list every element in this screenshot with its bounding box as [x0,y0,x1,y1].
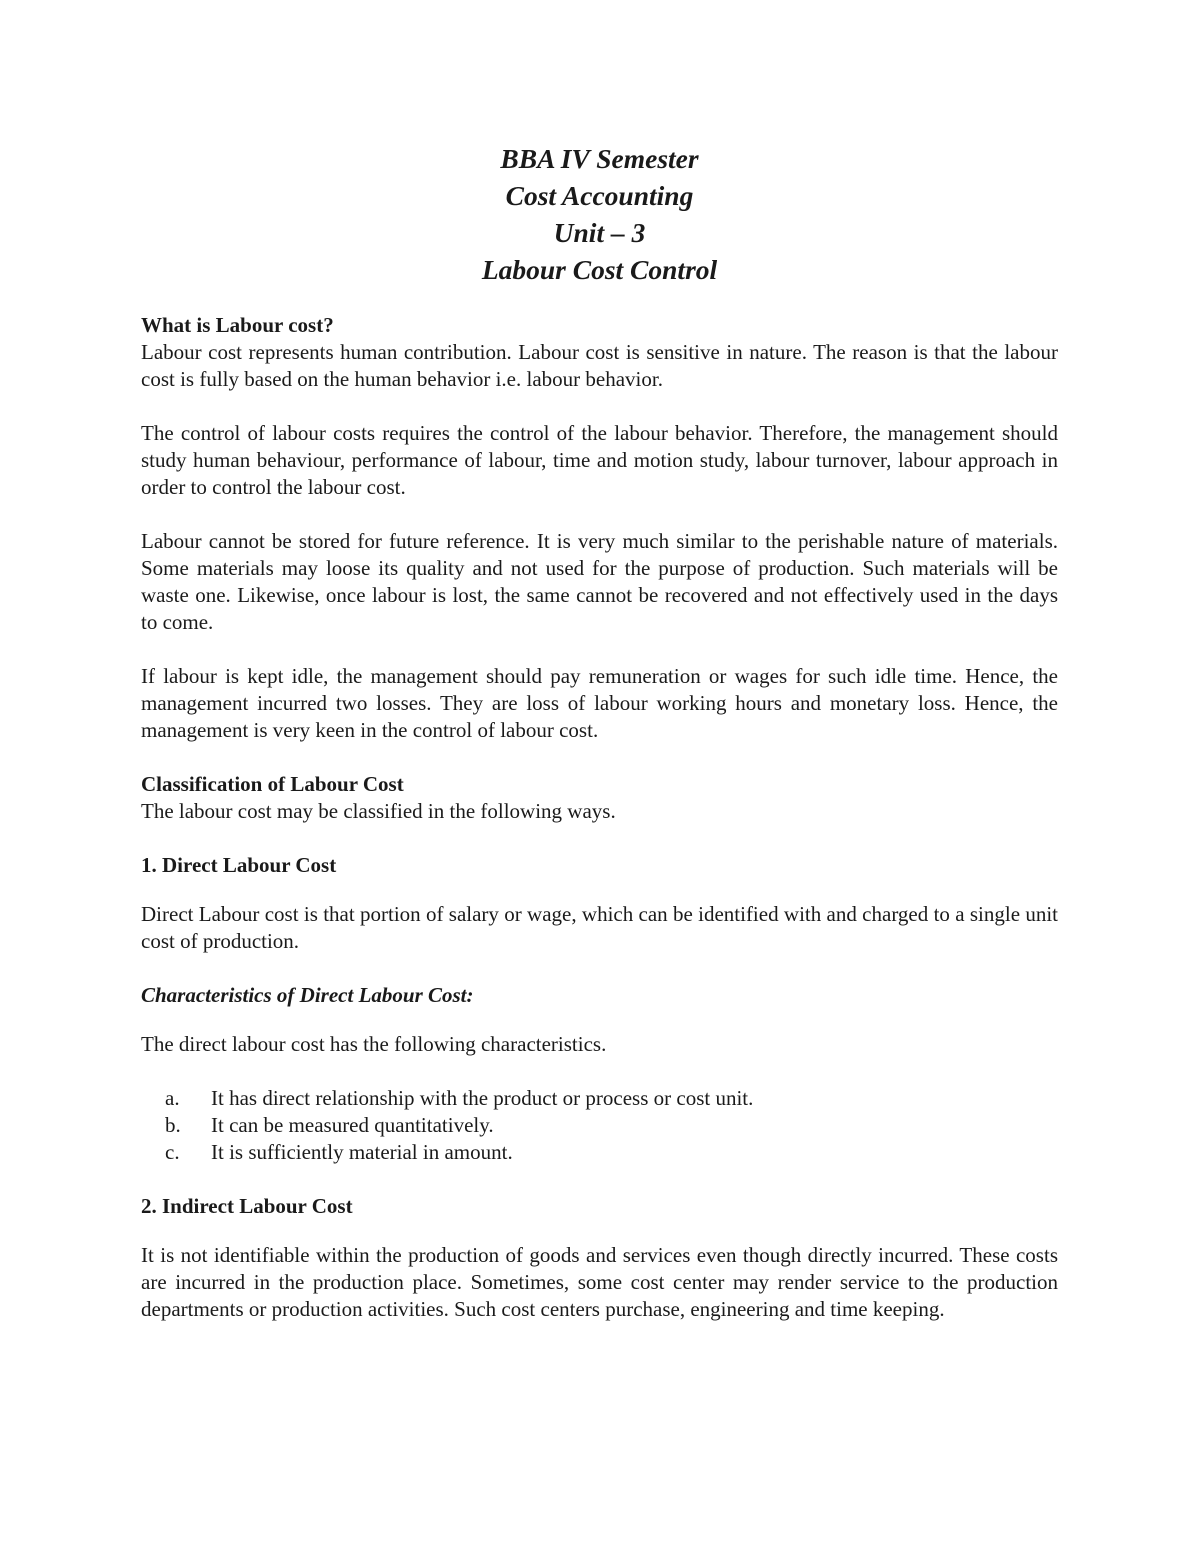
section-heading: 2. Indirect Labour Cost [141,1194,353,1218]
list-marker: c. [165,1140,180,1164]
section-heading: Classification of Labour Cost [141,772,404,796]
sub-heading: Characteristics of Direct Labour Cost: [141,983,474,1007]
paragraph: Direct Labour cost is that portion of salary or wage, which can be identified with and charged to a single unit cost of production. [141,902,1058,953]
list-item-text: It is sufficiently material in amount. [211,1140,513,1164]
title-block [141,140,1058,288]
list-item-text: It has direct relationship with the product or process or cost unit. [211,1086,754,1110]
title-course: BBA IV Semester [500,143,699,174]
document-page [141,140,1058,1323]
paragraph: Labour cost represents human contribution. Labour cost is sensitive in nature. The reason is that the labour cost is fully based on the human behavior i.e. labour behavior. [141,340,1058,391]
list-item [141,1112,1058,1139]
section-indirect-labour-cost [141,1193,1058,1323]
list-marker: b. [165,1113,181,1137]
list-item-text: It can be measured quantitatively. [211,1113,494,1137]
section-direct-labour-cost [141,852,1058,1166]
title-topic: Labour Cost Control [481,254,718,285]
paragraph: If labour is kept idle, the management should pay remuneration or wages for such idle time. Hence, the management incurred two losses. They are loss of labour working hours and monetary loss. Hence, the management is very keen in the control of labour cost. [141,664,1058,742]
section-classification [141,771,1058,825]
paragraph: The direct labour cost has the following characteristics. [141,1032,607,1056]
section-heading: What is Labour cost? [141,313,334,337]
paragraph: It is not identifiable within the production of goods and services even though directly incurred. These costs are incurred in the production place. Sometimes, some cost center may render service to the production departments or production activities. Such cost centers purchase, engineering and time keeping. [141,1243,1058,1321]
paragraph: The control of labour costs requires the control of the labour behavior. Therefore, the management should study human behaviour, performance of labour, time and motion study, labour turnover, labour approach in order to control the labour cost. [141,421,1058,499]
paragraph: The labour cost may be classified in the following ways. [141,799,616,823]
paragraph: Labour cannot be stored for future reference. It is very much similar to the perishable nature of materials. Some materials may loose its quality and not used for the purpose of production. Such materials will be waste one. Likewise, once labour is lost, the same cannot be recovered and not effectively used in the days to come. [141,529,1058,634]
title-unit: Unit – 3 [553,217,646,248]
section-what-is-labour-cost [141,312,1058,744]
list-marker: a. [165,1086,180,1110]
title-subject: Cost Accounting [505,180,694,211]
section-heading: 1. Direct Labour Cost [141,853,337,877]
list-item [141,1085,1058,1112]
list-item [141,1139,1058,1166]
characteristics-list [141,1085,1058,1166]
